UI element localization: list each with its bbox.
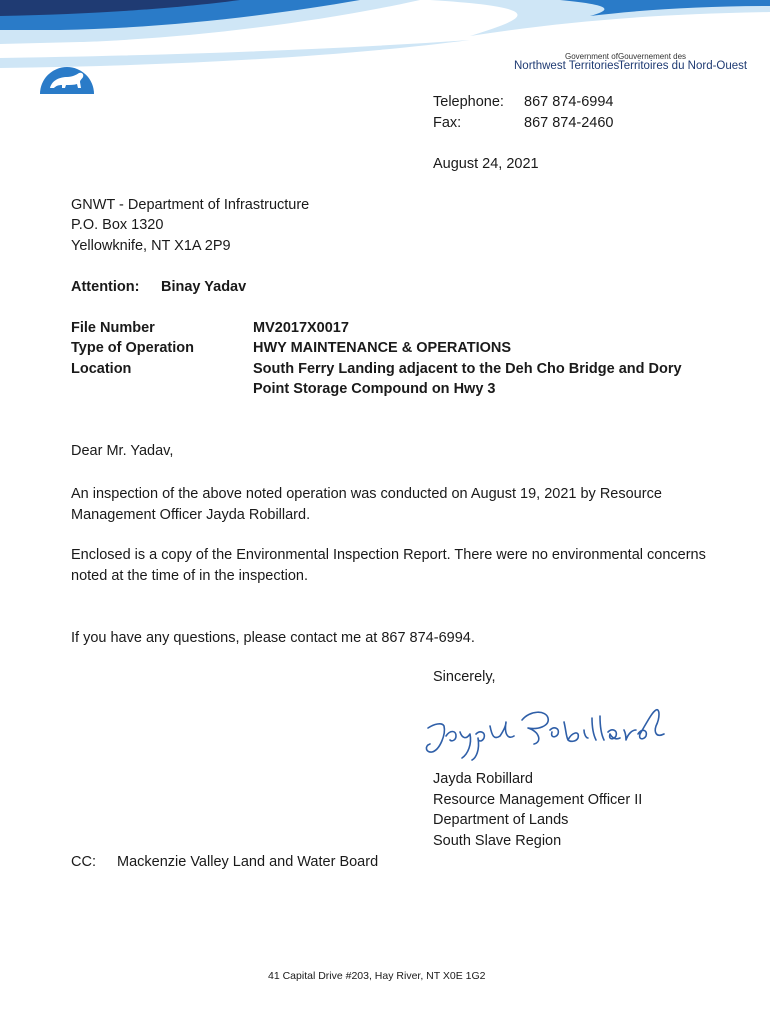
- header-banner: [0, 0, 770, 95]
- gnwt-logo: [36, 44, 98, 94]
- file-number-value: MV2017X0017: [253, 320, 349, 336]
- cc-label: CC:: [71, 854, 96, 870]
- gov-en-title: Northwest Territories: [514, 60, 620, 72]
- gov-en-small: Government of: [565, 52, 618, 61]
- recipient-line1: GNWT - Department of Infrastructure: [71, 197, 310, 213]
- telephone-value: 867 874-6994: [524, 94, 614, 110]
- signer-region: South Slave Region: [433, 833, 562, 849]
- fax-value: 867 874-2460: [524, 115, 614, 131]
- cc-value: Mackenzie Valley Land and Water Board: [117, 854, 379, 870]
- body-paragraph-3: If you have any questions, please contact me at 867 874-6994.: [71, 630, 475, 646]
- location-value-line2: Point Storage Compound on Hwy 3: [253, 381, 496, 397]
- recipient-line2: P.O. Box 1320: [71, 217, 164, 233]
- polar-bear-icon: [36, 44, 98, 94]
- location-label: Location: [71, 361, 132, 377]
- signer-department: Department of Lands: [433, 812, 569, 828]
- gov-fr-title: Territoires du Nord-Ouest: [618, 60, 748, 72]
- operation-type-label: Type of Operation: [71, 340, 194, 356]
- operation-type-value: HWY MAINTENANCE & OPERATIONS: [253, 340, 512, 356]
- recipient-line3: Yellowknife, NT X1A 2P9: [71, 238, 231, 254]
- body-paragraph-2: Enclosed is a copy of the Environmental Inspection Report. There were no environmental concerns noted at the time of in the inspection.: [71, 547, 706, 584]
- letter-date: August 24, 2021: [433, 156, 539, 172]
- handwritten-signature: [420, 700, 680, 770]
- gov-fr-small: Gouvernement des: [618, 52, 687, 61]
- closing: Sincerely,: [433, 669, 496, 685]
- location-value-line1: South Ferry Landing adjacent to the Deh Cho Bridge and Dory: [253, 361, 682, 377]
- signer-title: Resource Management Officer II: [433, 792, 643, 808]
- body-paragraph-1: An inspection of the above noted operation was conducted on August 19, 2021 by Resource Management Officer Jayda Robillard.: [71, 486, 662, 523]
- salutation: Dear Mr. Yadav,: [71, 443, 174, 459]
- attention-name: Binay Yadav: [161, 279, 247, 295]
- telephone-label: Telephone:: [433, 94, 504, 110]
- fax-label: Fax:: [433, 115, 462, 131]
- signer-name: Jayda Robillard: [433, 771, 533, 787]
- attention-label: Attention:: [71, 279, 140, 295]
- footer-address: 41 Capital Drive #203, Hay River, NT X0E 1G2: [268, 970, 486, 982]
- file-number-label: File Number: [71, 320, 155, 336]
